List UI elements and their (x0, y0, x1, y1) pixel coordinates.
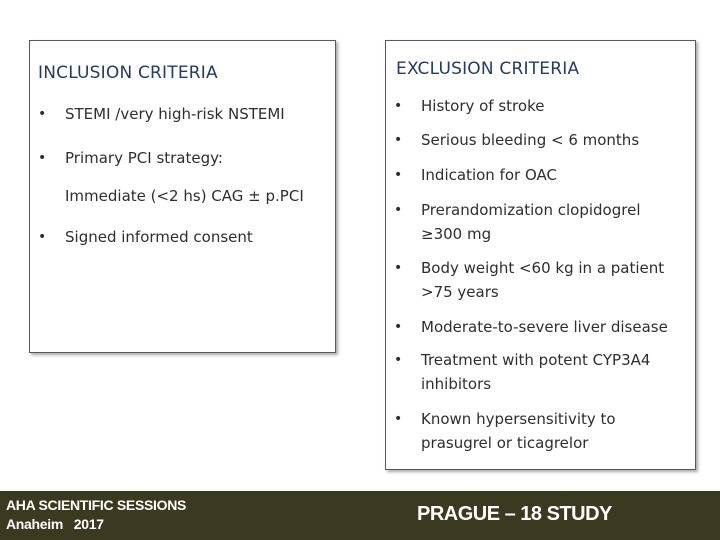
inclusion-subline (65, 184, 335, 208)
inclusion-item-text: STEMI /very high-risk NSTEMI (65, 105, 285, 123)
bullet-icon: • (394, 132, 403, 148)
inclusion-criteria-panel (29, 40, 336, 353)
bullet-icon: • (394, 202, 403, 218)
exclusion-item-text: Treatment with potent CYP3A4 inhibitors (421, 351, 651, 393)
bullet-icon: • (394, 319, 403, 335)
inclusion-item-text: Primary PCI strategy: (65, 149, 223, 167)
exclusion-item (394, 407, 644, 455)
bullet-icon: • (394, 98, 403, 114)
bullet-icon: • (394, 411, 403, 427)
exclusion-item (394, 198, 664, 246)
inclusion-title: INCLUSION CRITERIA (38, 63, 218, 83)
conference-name: AHA SCIENTIFIC SESSIONS (6, 497, 187, 513)
inclusion-subline-text: Immediate (<2 hs) CAG ± p.PCI (65, 187, 304, 205)
exclusion-item-text: Indication for OAC (421, 166, 557, 184)
study-name: PRAGUE – 18 STUDY (417, 503, 612, 525)
bullet-icon: • (38, 150, 47, 166)
exclusion-criteria-panel (385, 40, 696, 470)
conference-location: Anaheim 2017 (6, 516, 104, 532)
inclusion-item (38, 102, 333, 126)
exclusion-item-text: Body weight <60 kg in a patient >75 years (421, 259, 665, 301)
inclusion-item-text: Signed informed consent (65, 228, 253, 246)
exclusion-item-text: History of stroke (421, 97, 545, 115)
bullet-icon: • (394, 167, 403, 183)
bullet-icon: • (394, 352, 403, 368)
exclusion-item (394, 163, 692, 187)
inclusion-item (38, 225, 333, 249)
exclusion-item (394, 94, 692, 118)
exclusion-item (394, 256, 670, 304)
bullet-icon: • (394, 260, 403, 276)
exclusion-item (394, 348, 664, 396)
exclusion-item-text: Moderate-to-severe liver disease (421, 318, 668, 336)
footer-bar (0, 491, 720, 540)
exclusion-item (394, 128, 692, 152)
exclusion-item-text: Known hypersensitivity to prasugrel or ticagrelor (421, 410, 616, 452)
exclusion-item-text: Prerandomization clopidogrel ≥300 mg (421, 201, 641, 243)
bullet-icon: • (38, 229, 47, 245)
exclusion-item (394, 315, 696, 339)
inclusion-item (38, 146, 333, 170)
exclusion-title: EXCLUSION CRITERIA (396, 59, 580, 79)
exclusion-item-text: Serious bleeding < 6 months (421, 131, 640, 149)
bullet-icon: • (38, 106, 47, 122)
conference-label (6, 496, 186, 534)
